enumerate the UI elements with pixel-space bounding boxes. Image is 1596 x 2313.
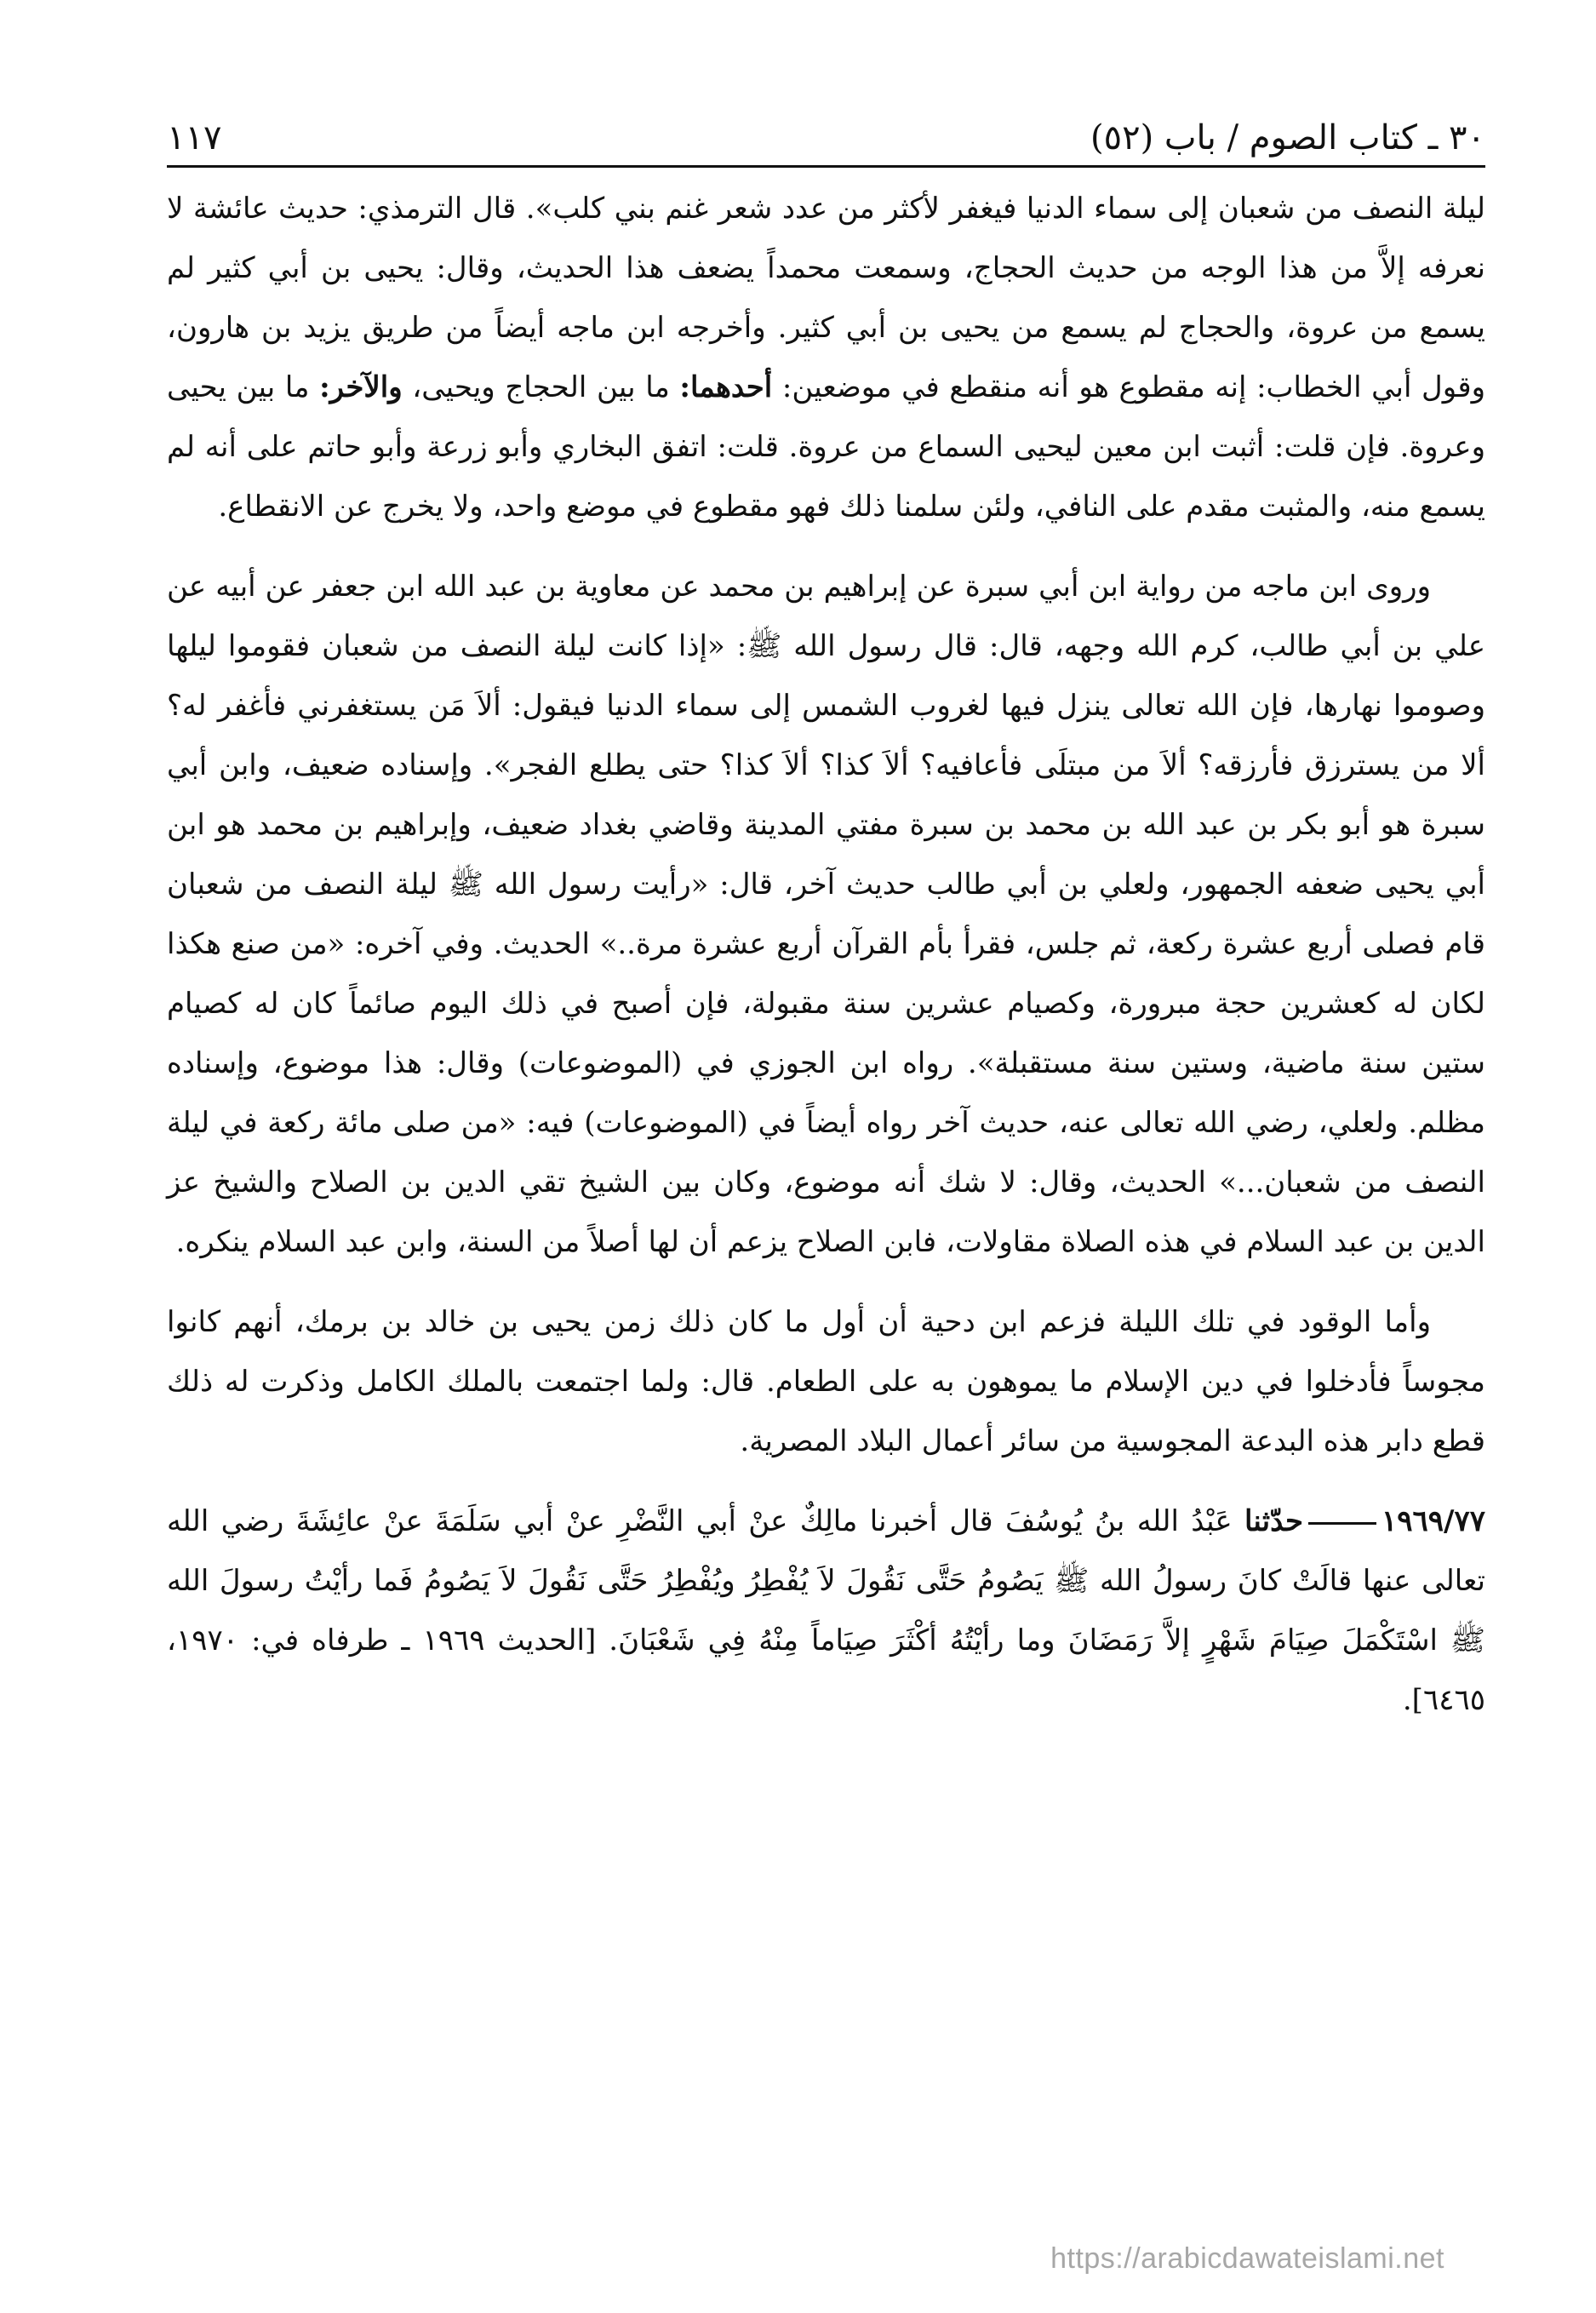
paragraph-2: وروى ابن ماجه من رواية ابن أبي سبرة عن إبراهيم بن محمد عن معاوية بن عبد الله ابن جعفر عن أبيه عن علي بن أبي طالب، كرم الله وجهه، قال: قال رسول الله ﷺ: «إذا كانت ليلة النصف من شعبان فقوموا ليلها وصوموا نهارها، فإن الله تعالى ينزل فيها لغروب الشمس إلى سماء الدنيا فيقول: ألاَ مَن يستغفرني فأغفر له؟ ألا من يسترزق فأرزقه؟ ألاَ من مبتلَى فأعافيه؟ ألاَ كذا؟ ألاَ كذا؟ حتى يطلع الفجر». وإسناده ضعيف، وابن أبي سبرة هو أبو بكر بن عبد الله بن محمد بن سبرة مفتي المدينة وقاضي بغداد ضعيف، وإبراهيم بن محمد هو ابن أبي يحيى ضعفه الجمهور، ولعلي بن أبي طالب حديث آخر، قال: «رأيت رسول الله ﷺ ليلة النصف من شعبان قام فصلى أربع عشرة ركعة، ثم جلس، فقرأ بأم القرآن أربع عشرة مرة..» الحديث. وفي آخره: «من صنع هكذا لكان له كعشرين حجة مبرورة، وكصيام عشرين سنة مقبولة، فإن أصبح في ذلك اليوم صائماً كان له كصيام ستين سنة ماضية، وستين سنة مستقبلة». رواه ابن الجوزي في (الموضوعات) وقال: هذا موضوع، وإسناده مظلم. ولعلي، رضي الله تعالى عنه، حديث آخر رواه أيضاً في (الموضوعات) فيه: «من صلى مائة ركعة في ليلة النصف من شعبان...» الحديث، وقال: لا شك أنه موضوع، وكان بين الشيخ تقي الدين بن الصلاح والشيخ عز الدين بن عبد السلام في هذه الصلاة مقاولات، فابن الصلاح يزعم أن لها أصلاً من السنة، وابن عبد السلام ينكره.	[167, 570, 1485, 1259]
paragraph-1-text: ليلة النصف من شعبان إلى سماء الدنيا فيغفر لأكثر من عدد شعر غنم بني كلب». قال الترمذي: حديث عائشة لا نعرفه إلاَّ من هذا الوجه من حديث الحجاج، وسمعت محمداً يضعف هذا الحديث، وقال: يحيى بن أبي كثير لم يسمع من عروة، والحجاج لم يسمع من يحيى بن أبي كثير. وأخرجه ابن ماجه أيضاً من طريق يزيد بن هارون، وقول أبي الخطاب: إنه مقطوع هو أنه منقطع في موضعين:	[167, 192, 1486, 404]
chapter-title: ٣٠ ـ كتاب الصوم / باب (٥٢)	[1090, 118, 1485, 157]
paragraph-1-bold-first: أحدهما:	[679, 370, 773, 404]
paragraph-3: وأما الوقود في تلك الليلة فزعم ابن دحية أن أول ما كان ذلك زمن يحيى بن خالد بن برمك، أنهم كانوا مجوساً فأدخلوا في دين الإسلام ما يموهون به على الطعام. قال: ولما اجتمعت بالملك الكامل وذكرت له ذلك قطع دابر هذه البدعة المجوسية من سائر أعمال البلاد المصرية.	[167, 1305, 1485, 1458]
paragraph-1-text-3: ما بين يحيى وعروة. فإن قلت: أثبت ابن معين ليحيى السماع من عروة. قلت: اتفق البخاري وأبو زرعة وأبو حاتم على أنه لم يسمع منه، والمثبت مقدم على النافي، ولئن سلمنا ذلك فهو مقطوع في موضع واحد، ولا يخرج عن الانقطاع.	[167, 370, 1485, 524]
paragraph-1-text-2: ما بين الحجاج ويحيى،	[402, 370, 680, 404]
paragraph-1	[167, 179, 1485, 536]
page-number: ١١٧	[167, 118, 222, 157]
paragraph-1-bold-second: والآخر:	[319, 370, 403, 404]
watermark-url: https://arabicdawateislami.net	[1050, 2242, 1444, 2275]
hadith-dash	[1308, 1522, 1376, 1525]
hadith-text: عَبْدُ الله بنُ يُوسُفَ قال أخبرنا مالِكٌ عنْ أبي النَّضْرِ عنْ أبي سَلَمَةَ عنْ عائِشَةَ رضي الله تعالى عنها قالَتْ كانَ رسولُ الله ﷺ يَصُومُ حَتَّى نَقُولَ لاَ يُفْطِرُ ويُفْطِرُ حَتَّى نَقُولَ لاَ يَصُومُ فَما رأيْتُ رسولَ الله ﷺ اسْتَكْمَلَ صِيَامَ شَهْرٍ إلاَّ رَمَضَانَ وما رأيْتُهُ أكْثَرَ صِيَاماً مِنْهُ فِي شَعْبَانَ. [الحديث ١٩٦٩ ـ طرفاه في: ١٩٧٠، ٦٤٦٥].	[167, 1504, 1485, 1717]
page-body	[167, 179, 1485, 1730]
header-divider	[167, 165, 1485, 168]
hadith-entry	[167, 1491, 1485, 1730]
page-header	[167, 100, 1485, 160]
hadith-number: ١٩٦٩/٧٧	[1381, 1504, 1485, 1538]
hadith-label: حدّثنا	[1244, 1504, 1303, 1538]
